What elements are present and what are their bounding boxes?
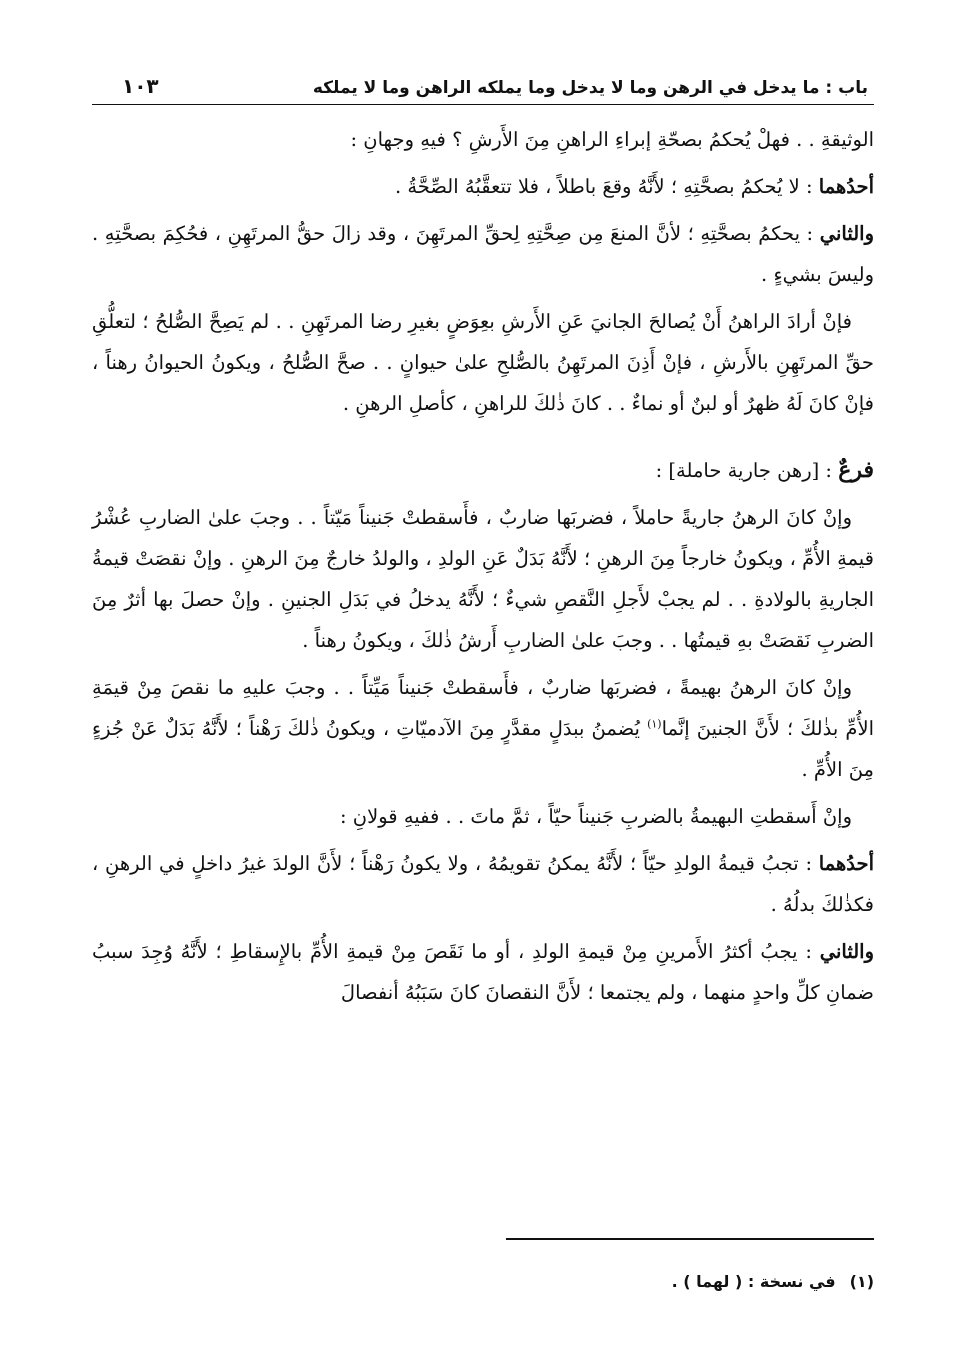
footnote-text: في نسخة : ( لهما ) . [671, 1272, 836, 1291]
footnote-marker[interactable]: (١) [647, 717, 662, 731]
body-text [92, 119, 874, 1013]
paragraph: أحدُهما : لا يُحكمُ بصحَّتِهِ ؛ لأَنَّهُ وقعَ باطلاً ، فلا تتعقَّبُهُ الصِّحَّةُ . [394, 175, 874, 198]
paragraph-lead: أحدُهما [818, 175, 874, 198]
branch-keyword: فرعٌ [838, 457, 874, 483]
paragraph: الوثيقةِ . . فهلْ يُحكمُ بصحّةِ إبراءِ الراهنِ مِنَ الأَرشِ ؟ فيهِ وجهانِ : [350, 128, 874, 151]
footnote [672, 1272, 874, 1291]
paragraph: وإنْ أَسقطتِ البهيمةُ بالضربِ جَنيناً حيّاً ، ثمَّ ماتَ . . ففيهِ قولانِ : [340, 805, 852, 828]
paragraph: أحدُهما : تجبُ قيمةُ الولدِ حيّاً ؛ لأَنَّهُ يمكنُ تقويمُهُ ، ولا يكونُ رَهْناً ؛ لأَنَّ الولدَ غيرُ داخلٍ في الرهنِ ، فكذٰلكَ بدلُهُ . [92, 852, 874, 916]
paragraph: فإنْ أرادَ الراهنُ أَنْ يُصالحَ الجانيَ عَنِ الأَرشِ بعِوَضٍ بغيرِ رضا المرتَهِنِ . . لم يَصِحَّ الصُّلحُ ؛ لتعلُّقِ حقِّ المرتَهِنِ بالأَرشِ ، فإنْ أَذِنَ المرتَهِنُ بالصُّلحِ علىٰ حيوانٍ . . صحَّ الصُّلحُ ، ويكونُ الحيوانُ رهناً ، فإنْ كانَ لَهُ ظهرٌ أو لبنٌ أو نماءٌ . . كانَ ذٰلكَ للراهنِ ، كأصلِ الرهنِ . [92, 310, 874, 415]
paragraph-lead: أحدُهما [818, 852, 874, 875]
paragraph-lead: والثاني [819, 940, 874, 963]
page [92, 74, 874, 1019]
footnote-divider [506, 1238, 874, 1240]
page-number: ١٠٣ [122, 74, 159, 98]
paragraph: والثاني : يحكمُ بصحَّتِهِ ؛ لأنَّ المنعَ مِن صِحَّتِهِ لِحقِّ المرتَهِنَ ، وقد زالَ حقُّ المرتَهِنِ ، فحُكِمَ بصحَّتِهِ . وليسَ بشيءٍ . [92, 222, 874, 286]
branch-title: : [رهن جارية حاملة] : [655, 459, 839, 482]
paragraph: وإنْ كانَ الرهنُ جاريةً حاملاً ، فضربَها ضاربٌ ، فأَسقطتْ جَنيناً مَيّتاً . . وجبَ علىٰ الضاربِ عُشْرُ قيمةِ الأُمِّ ، ويكونُ خارجاً مِنَ الرهنِ ؛ لأَنَّهُ بَدَلٌ عَنِ الولدِ ، والولدُ خارجٌ مِنَ الرهنِ . وإنْ نقصَتْ قيمةُ الجاريةِ بالولادةِ . . لم يجبْ لأَجلِ النَّقصِ شيءٌ ؛ لأَنَّهُ يدخلُ في بَدَلِ الجنينِ . وإنْ حصلَ بها أثرٌ مِنَ الضربِ نَقصَتْ بهِ قيمتُها . . وجبَ علىٰ الضاربِ أَرشُ ذٰلكَ ، ويكونُ رهناً . [92, 506, 874, 652]
running-header [92, 74, 874, 105]
paragraph: وإنْ كانَ الرهنُ بهيمةً ، فضربَها ضاربٌ ، فأَسقطتْ جَنيناً مَيِّتاً . . وجبَ عليهِ ما نقصَ مِنْ قيمَةِ الأُمِّ بذٰلكَ ؛ لأَنَّ الجنينَ إنَّما$^{(١)}$ يُضمنُ ببدَلٍ مقدَّرٍ مِنَ الآدميّاتِ ، ويكونُ ذٰلكَ رَهْناً ؛ لأَنَّهُ بَدَلٌ عَنْ جُزءٍ مِنَ الأُمِّ . [92, 676, 874, 781]
branch-heading [92, 450, 874, 491]
running-title: باب : ما يدخل في الرهن وما لا يدخل وما يملكه الراهن وما لا يملكه [312, 78, 868, 98]
paragraph-lead: والثاني [819, 222, 874, 245]
paragraph: والثاني : يجبُ أكثرُ الأَمرينِ مِنْ قيمةِ الولدِ ، أو ما نَقَصَ مِنْ قيمةِ الأُمِّ بالإِسقاطِ ؛ لأَنَّهُ وُجِدَ سببُ ضمانِ كلِّ واحدٍ منهما ، ولم يجتمعا ؛ لأَنَّ النقصانَ كانَ سَبَبُهُ أنفصالَ [92, 940, 874, 1004]
footnote-number: (١) [849, 1272, 874, 1291]
